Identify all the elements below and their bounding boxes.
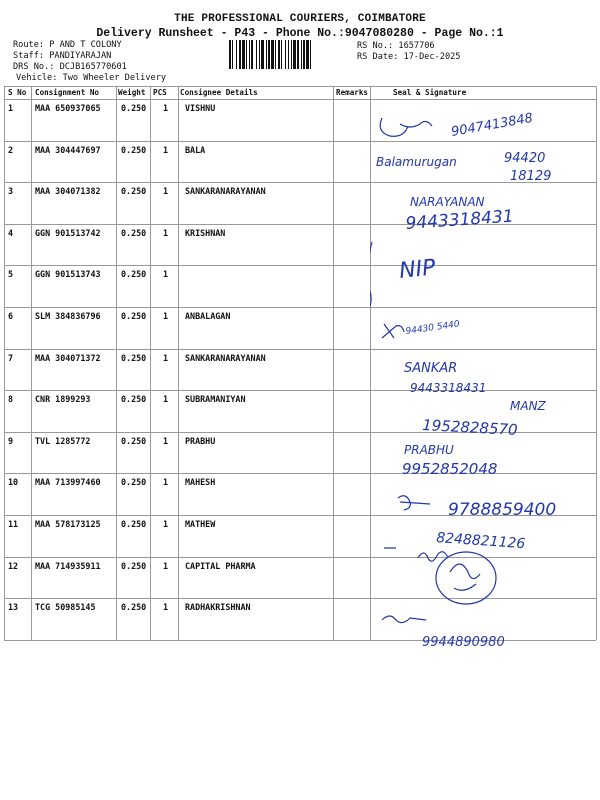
consignee-name: SANKARANARAYANAN [185,186,266,196]
row-weight: 0.250 [121,311,147,321]
row-weight: 0.250 [121,602,147,612]
barcode-bar [256,40,257,69]
consignee-name: MATHEW [185,519,216,529]
consignee-name: PRABHU [185,436,216,446]
barcode [228,40,352,69]
barcode-bar [303,40,305,69]
company-name: THE PROFESSIONAL COURIERS, COIMBATORE [174,13,426,25]
col-seal: Seal & Signature [393,88,467,97]
col-weight: Weight [118,88,146,97]
barcode-bar [239,40,241,69]
row-pcs: 1 [163,353,169,363]
consignee-name: KRISHNAN [185,228,226,238]
barcode-bar [310,40,311,69]
drs-number: DRS No.: DCJB165770601 [13,62,127,72]
consignment-number: TCG 50985145 [35,602,96,612]
barcode-bar [301,40,302,69]
barcode-bar [232,40,233,69]
col-remarks: Remarks [336,88,369,97]
barcode-bar [293,40,296,69]
row-sno: 10 [8,477,19,487]
handwritten-phone: 9443318431 [410,381,487,395]
consignment-number: MAA 650937065 [35,103,101,113]
row-weight: 0.250 [121,269,147,279]
row-sno: 9 [8,436,14,446]
row-weight: 0.250 [121,561,147,571]
barcode-bar [271,40,274,69]
handwritten-phone: 9952852048 [402,460,498,478]
col-consignment: Consignment No [35,88,100,97]
signature-scribble [384,548,448,561]
barcode-bar [288,40,289,69]
handwritten-phone: 9944890980 [422,635,505,650]
col-pcs: PCS [153,88,167,97]
route-label: Route: P AND T COLONY [13,40,122,50]
consignee-name: VISHNU [185,103,216,113]
row-sno: 4 [8,228,14,238]
row-sno: 11 [8,519,19,529]
row-sno: 12 [8,561,19,571]
row-weight: 0.250 [121,228,147,238]
barcode-bar [306,40,309,69]
row-divider [4,99,596,100]
consignment-number: SLM 384836796 [35,311,101,321]
consignment-number: MAA 714935911 [35,561,101,571]
handwritten-name: Balamurugan [376,155,457,169]
row-weight: 0.250 [121,519,147,529]
barcode-bar [297,40,299,69]
signature-scribble [382,324,404,338]
runsheet-title: Delivery Runsheet - P43 - Phone No.:9047080280 - Page No.:1 [96,27,504,40]
row-pcs: 1 [163,394,169,404]
rs-number: RS No.: 1657706 [357,41,435,51]
consignment-number: MAA 713997460 [35,477,101,487]
bracket-mark [370,242,372,318]
row-pcs: 1 [163,228,169,238]
column-divider [116,86,117,640]
row-sno: 13 [8,602,19,612]
handwritten-name: NARAYANAN [410,195,485,209]
row-weight: 0.250 [121,353,147,363]
staff-label: Staff: PANDIYARAJAN [13,51,112,61]
barcode-bar [275,40,276,69]
signature-scribble [398,496,430,510]
column-divider [178,86,179,640]
row-sno: 5 [8,269,14,279]
handwritten-phone: 9788859400 [448,500,557,520]
seal-stamp [436,552,496,604]
column-divider [333,86,334,640]
handwritten-name: SANKAR [404,361,458,376]
signature-scribble [450,564,480,590]
handwritten-phone: 94430 5440 [405,319,461,337]
barcode-bar [229,40,231,69]
consignee-name: BALA [185,145,206,155]
consignment-number: MAA 578173125 [35,519,101,529]
row-weight: 0.250 [121,436,147,446]
consignee-name: CAPITAL PHARMA [185,561,256,571]
row-pcs: 1 [163,602,169,612]
consignee-name: SUBRAMANIYAN [185,394,246,404]
row-weight: 0.250 [121,145,147,155]
row-pcs: 1 [163,436,169,446]
consignee-name: SANKARANARAYANAN [185,353,266,363]
handwritten-phone: 8248821126 [435,530,526,553]
handwritten-name: MANZ [510,399,546,413]
signature-scribble [382,616,426,623]
row-pcs: 1 [163,477,169,487]
col-consignee: Consignee Details [180,88,258,97]
barcode-bar [261,40,264,69]
row-sno: 3 [8,186,14,196]
vehicle-label: Vehicle: Two Wheeler Delivery [16,73,167,83]
row-weight: 0.250 [121,103,147,113]
col-sno: S No [8,88,27,97]
column-divider [150,86,151,640]
handwritten-name: PRABHU [404,443,454,457]
barcode-bar [278,40,280,69]
column-divider [31,86,32,640]
row-pcs: 1 [163,186,169,196]
row-sno: 7 [8,353,14,363]
consignee-name: ANBALAGAN [185,311,231,321]
handwritten-phone: 9443318431 [404,206,515,234]
row-sno: 2 [8,145,14,155]
consignment-number: MAA 304071382 [35,186,101,196]
handwritten-phone: 18129 [510,169,552,184]
barcode-bar [268,40,270,69]
barcode-bar [291,40,292,69]
consignment-number: MAA 304071372 [35,353,101,363]
consignment-number: GGN 901513743 [35,269,101,279]
row-sno: 1 [8,103,14,113]
row-weight: 0.250 [121,186,147,196]
barcode-bar [259,40,260,69]
handwritten-note: NIP [398,255,437,284]
handwritten-phone: 1952828570 [421,416,519,439]
row-pcs: 1 [163,311,169,321]
row-pcs: 1 [163,145,169,155]
barcode-bar [236,40,237,69]
handwritten-phone: 9047413848 [450,110,535,140]
row-weight: 0.250 [121,477,147,487]
consignment-number: MAA 304447697 [35,145,101,155]
row-pcs: 1 [163,103,169,113]
rs-date: RS Date: 17-Dec-2025 [357,52,461,62]
barcode-bar [285,40,286,69]
barcode-bar [242,40,245,69]
row-sno: 8 [8,394,14,404]
barcode-bar [266,40,267,69]
handwritten-phone: 94420 [504,151,546,166]
barcode-bar [251,40,253,69]
barcode-bar [281,40,282,69]
row-pcs: 1 [163,269,169,279]
signature-scribble [380,118,432,136]
barcode-bar [249,40,250,69]
row-weight: 0.250 [121,394,147,404]
consignee-name: MAHESH [185,477,216,487]
barcode-bar [246,40,247,69]
column-divider [4,86,5,640]
row-divider [4,86,596,87]
row-pcs: 1 [163,561,169,571]
row-sno: 6 [8,311,14,321]
row-pcs: 1 [163,519,169,529]
consignment-number: TVL 1285772 [35,436,91,446]
signature-column [370,102,600,662]
consignment-number: GGN 901513742 [35,228,101,238]
consignment-number: CNR 1899293 [35,394,91,404]
consignee-name: RADHAKRISHNAN [185,602,251,612]
